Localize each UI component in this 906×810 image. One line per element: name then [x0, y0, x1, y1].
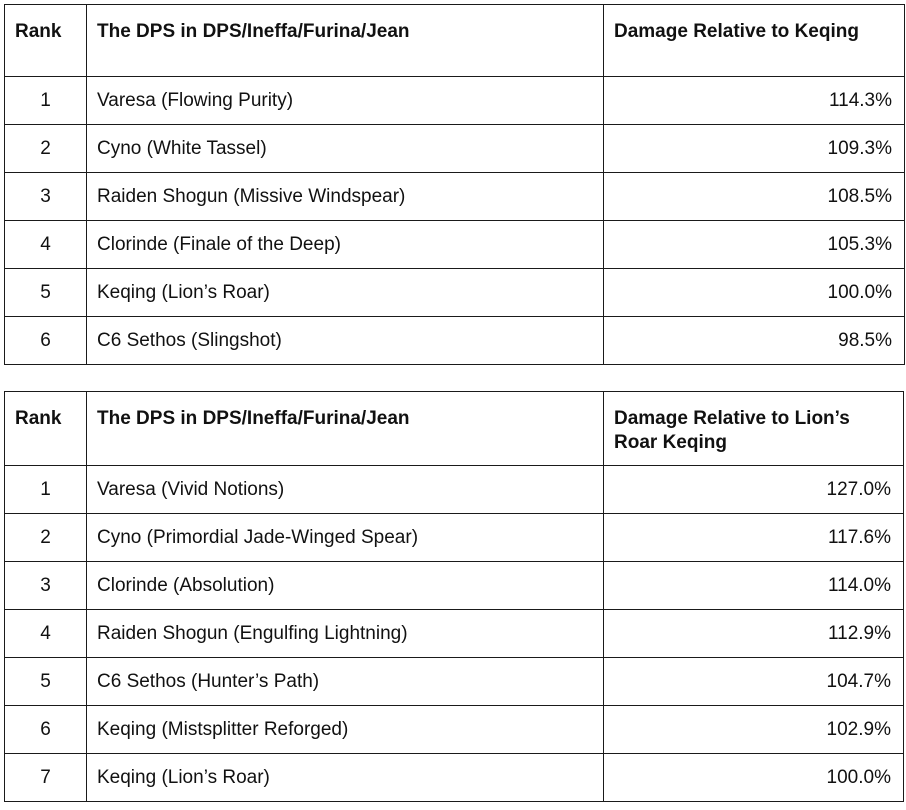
damage-header: Damage Relative to Keqing: [604, 5, 905, 77]
table-header-row: [5, 392, 904, 466]
damage-cell: 102.9%: [604, 706, 904, 754]
dps-cell: Keqing (Mistsplitter Reforged): [87, 706, 604, 754]
rank-cell: 1: [5, 77, 87, 125]
table-row: [5, 221, 905, 269]
table-row: [5, 317, 905, 365]
dps-header: The DPS in DPS/Ineffa/Furina/Jean: [87, 392, 604, 466]
dps-cell: Varesa (Vivid Notions): [87, 466, 604, 514]
damage-cell: 104.7%: [604, 658, 904, 706]
dps-cell: Raiden Shogun (Missive Windspear): [87, 173, 604, 221]
damage-cell: 114.0%: [604, 562, 904, 610]
damage-cell: 105.3%: [604, 221, 905, 269]
rank-cell: 1: [5, 466, 87, 514]
table-header-row: [5, 5, 905, 77]
rank-cell: 2: [5, 514, 87, 562]
table-row: [5, 754, 904, 802]
table-row: [5, 125, 905, 173]
rank-cell: 3: [5, 173, 87, 221]
table-row: [5, 173, 905, 221]
table-row: [5, 269, 905, 317]
dps-cell: C6 Sethos (Slingshot): [87, 317, 604, 365]
damage-cell: 127.0%: [604, 466, 904, 514]
table-row: [5, 466, 904, 514]
damage-cell: 100.0%: [604, 269, 905, 317]
dps-cell: Keqing (Lion’s Roar): [87, 754, 604, 802]
ranking-table-1: [4, 4, 905, 365]
table-row: [5, 514, 904, 562]
rank-cell: 6: [5, 706, 87, 754]
table-row: [5, 706, 904, 754]
damage-header: Damage Relative to Lion’s Roar Keqing: [604, 392, 904, 466]
dps-header: The DPS in DPS/Ineffa/Furina/Jean: [87, 5, 604, 77]
rank-cell: 6: [5, 317, 87, 365]
damage-cell: 108.5%: [604, 173, 905, 221]
rank-header: Rank: [5, 5, 87, 77]
rank-cell: 5: [5, 269, 87, 317]
table-row: [5, 658, 904, 706]
rank-cell: 4: [5, 221, 87, 269]
dps-cell: Clorinde (Finale of the Deep): [87, 221, 604, 269]
damage-cell: 112.9%: [604, 610, 904, 658]
ranking-table-2: [4, 391, 904, 802]
dps-cell: Raiden Shogun (Engulfing Lightning): [87, 610, 604, 658]
dps-cell: Keqing (Lion’s Roar): [87, 269, 604, 317]
damage-cell: 98.5%: [604, 317, 905, 365]
table-row: [5, 77, 905, 125]
rank-cell: 7: [5, 754, 87, 802]
dps-cell: Clorinde (Absolution): [87, 562, 604, 610]
damage-cell: 100.0%: [604, 754, 904, 802]
rank-cell: 2: [5, 125, 87, 173]
dps-cell: Cyno (Primordial Jade-Winged Spear): [87, 514, 604, 562]
table-row: [5, 610, 904, 658]
damage-cell: 114.3%: [604, 77, 905, 125]
damage-cell: 109.3%: [604, 125, 905, 173]
rank-cell: 3: [5, 562, 87, 610]
dps-cell: Varesa (Flowing Purity): [87, 77, 604, 125]
rank-cell: 5: [5, 658, 87, 706]
rank-header: Rank: [5, 392, 87, 466]
dps-cell: C6 Sethos (Hunter’s Path): [87, 658, 604, 706]
damage-cell: 117.6%: [604, 514, 904, 562]
dps-cell: Cyno (White Tassel): [87, 125, 604, 173]
rank-cell: 4: [5, 610, 87, 658]
table-row: [5, 562, 904, 610]
